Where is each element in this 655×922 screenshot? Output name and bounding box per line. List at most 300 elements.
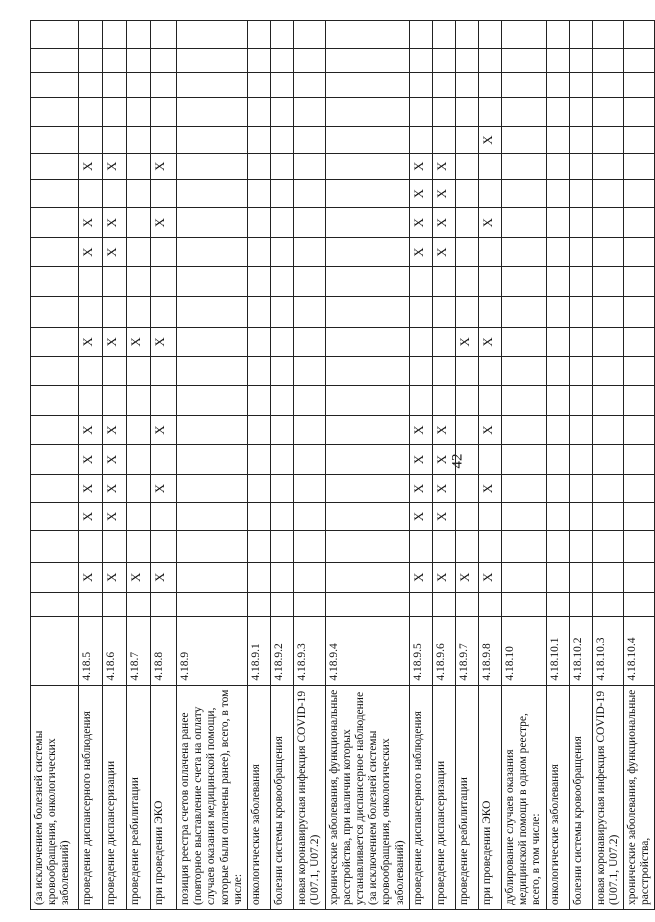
- mark-cell: [151, 416, 177, 444]
- mark-cell: [432, 21, 455, 49]
- mark-cell: [79, 153, 103, 179]
- mark-cell: [432, 267, 455, 297]
- mark-cell: [592, 297, 623, 328]
- x-mark: X: [152, 161, 167, 172]
- mark-cell: [325, 562, 409, 592]
- mark-cell: [325, 444, 409, 475]
- mark-cell: [151, 208, 177, 238]
- mark-cell: [455, 592, 478, 616]
- mark-cell: [455, 562, 478, 592]
- mark-cell: [455, 21, 478, 49]
- mark-cell: [248, 21, 271, 49]
- mark-cell: [569, 531, 592, 563]
- mark-cell: [455, 385, 478, 416]
- table-row: [325, 21, 409, 910]
- row-label: (за исключением болезней системы кровообращения, онкологических заболеваний): [31, 685, 79, 909]
- mark-cell: [271, 562, 294, 592]
- mark-cell: [409, 237, 432, 267]
- mark-cell: [569, 97, 592, 127]
- row-code: 4.18.9.7: [455, 616, 478, 685]
- mark-cell: [103, 153, 127, 179]
- mark-cell: [569, 208, 592, 238]
- mark-cell: [455, 237, 478, 267]
- mark-cell: [569, 127, 592, 153]
- x-mark: X: [479, 425, 495, 435]
- mark-cell: [432, 385, 455, 416]
- mark-cell: [294, 357, 325, 385]
- table-row: [432, 21, 455, 910]
- mark-cell: [248, 327, 271, 357]
- mark-cell: [103, 267, 127, 297]
- mark-cell: [592, 385, 623, 416]
- mark-cell: [478, 562, 501, 592]
- mark-cell: [569, 72, 592, 97]
- mark-cell: [248, 385, 271, 416]
- mark-cell: [294, 179, 325, 207]
- x-mark: X: [104, 511, 119, 522]
- mark-cell: [478, 475, 501, 502]
- mark-cell: [103, 562, 127, 592]
- mark-cell: [248, 357, 271, 385]
- table-row: [592, 21, 623, 910]
- mark-cell: [103, 297, 127, 328]
- table-row: [177, 21, 248, 910]
- mark-cell: [569, 385, 592, 416]
- mark-cell: [294, 21, 325, 49]
- row-code: 4.18.9.4: [325, 616, 409, 685]
- mark-cell: [248, 531, 271, 563]
- table-row: [623, 21, 654, 910]
- table-row: [546, 21, 569, 910]
- x-mark: X: [128, 337, 143, 347]
- mark-cell: [127, 475, 151, 502]
- mark-cell: [271, 48, 294, 72]
- row-code: 4.18.10.2: [569, 616, 592, 685]
- mark-cell: [409, 357, 432, 385]
- mark-cell: [248, 592, 271, 616]
- row-code: 4.18.9.5: [409, 616, 432, 685]
- mark-cell: [271, 416, 294, 444]
- mark-cell: [79, 444, 103, 475]
- x-mark: X: [410, 188, 426, 199]
- mark-cell: [177, 267, 248, 297]
- mark-cell: [569, 357, 592, 385]
- mark-cell: [546, 562, 569, 592]
- mark-cell: [592, 444, 623, 475]
- x-mark: X: [80, 511, 95, 522]
- mark-cell: [592, 357, 623, 385]
- mark-cell: [177, 208, 248, 238]
- x-mark: X: [80, 425, 95, 435]
- mark-cell: [248, 179, 271, 207]
- mark-cell: [546, 444, 569, 475]
- mark-cell: [127, 153, 151, 179]
- mark-cell: [592, 72, 623, 97]
- x-mark: X: [410, 217, 426, 228]
- mark-cell: [294, 416, 325, 444]
- mark-cell: [455, 127, 478, 153]
- mark-cell: [569, 48, 592, 72]
- mark-cell: [103, 97, 127, 127]
- mark-cell: [592, 531, 623, 563]
- x-mark: X: [479, 572, 495, 582]
- mark-cell: [623, 502, 654, 530]
- mark-cell: [31, 179, 79, 207]
- x-mark: X: [433, 161, 449, 172]
- mark-cell: [151, 21, 177, 49]
- mark-cell: [501, 97, 546, 127]
- mark-cell: [409, 297, 432, 328]
- mark-cell: [151, 72, 177, 97]
- mark-cell: [501, 267, 546, 297]
- mark-cell: [177, 127, 248, 153]
- mark-cell: [478, 327, 501, 357]
- mark-cell: [501, 531, 546, 563]
- mark-cell: [271, 385, 294, 416]
- mark-cell: [151, 297, 177, 328]
- mark-cell: [592, 267, 623, 297]
- mark-cell: [325, 502, 409, 530]
- x-mark: X: [433, 425, 449, 435]
- table-row: [151, 21, 177, 910]
- mark-cell: [79, 179, 103, 207]
- mark-cell: [151, 97, 177, 127]
- mark-cell: [546, 502, 569, 530]
- mark-cell: [623, 97, 654, 127]
- mark-cell: [478, 237, 501, 267]
- mark-cell: [151, 502, 177, 530]
- mark-cell: [546, 592, 569, 616]
- mark-cell: [325, 416, 409, 444]
- mark-cell: [79, 562, 103, 592]
- table-row: [409, 21, 432, 910]
- mark-cell: [177, 531, 248, 563]
- mark-cell: [31, 444, 79, 475]
- mark-cell: [325, 97, 409, 127]
- row-code: 4.18.10: [501, 616, 546, 685]
- mark-cell: [501, 153, 546, 179]
- x-mark: X: [80, 454, 95, 465]
- mark-cell: [478, 297, 501, 328]
- mark-cell: [432, 416, 455, 444]
- mark-cell: [248, 208, 271, 238]
- mark-cell: [294, 592, 325, 616]
- mark-cell: [127, 592, 151, 616]
- row-label: при проведении ЭКО: [151, 685, 177, 909]
- mark-cell: [455, 153, 478, 179]
- mark-cell: [501, 592, 546, 616]
- mark-cell: [325, 153, 409, 179]
- x-mark: X: [410, 425, 426, 435]
- mark-cell: [177, 444, 248, 475]
- mark-cell: [294, 48, 325, 72]
- x-mark: X: [433, 217, 449, 228]
- mark-cell: [623, 21, 654, 49]
- row-label: новая коронавирусная инфекция COVID-19 (U07.1, U07.2): [294, 685, 325, 909]
- mark-cell: [546, 48, 569, 72]
- mark-cell: [31, 297, 79, 328]
- mark-cell: [432, 357, 455, 385]
- mark-cell: [294, 208, 325, 238]
- mark-cell: [79, 127, 103, 153]
- mark-cell: [177, 327, 248, 357]
- row-code: 4.18.9.6: [432, 616, 455, 685]
- x-mark: X: [479, 135, 495, 145]
- mark-cell: [623, 444, 654, 475]
- mark-cell: [569, 475, 592, 502]
- x-mark: X: [433, 188, 449, 199]
- mark-cell: [409, 475, 432, 502]
- mark-cell: [31, 153, 79, 179]
- mark-cell: [546, 357, 569, 385]
- mark-cell: [455, 208, 478, 238]
- mark-cell: [127, 267, 151, 297]
- mark-cell: [294, 444, 325, 475]
- mark-cell: [501, 327, 546, 357]
- row-code: 4.18.8: [151, 616, 177, 685]
- mark-cell: [432, 237, 455, 267]
- mark-cell: [455, 267, 478, 297]
- mark-cell: [569, 502, 592, 530]
- mark-cell: [569, 444, 592, 475]
- mark-cell: [501, 357, 546, 385]
- mark-cell: [546, 297, 569, 328]
- mark-cell: [271, 21, 294, 49]
- mark-cell: [177, 502, 248, 530]
- mark-cell: [409, 502, 432, 530]
- mark-cell: [294, 97, 325, 127]
- mark-cell: [248, 475, 271, 502]
- x-mark: X: [479, 337, 495, 347]
- mark-cell: [569, 416, 592, 444]
- mark-cell: [569, 267, 592, 297]
- mark-cell: [623, 475, 654, 502]
- mark-cell: [79, 502, 103, 530]
- mark-cell: [79, 327, 103, 357]
- mark-cell: [478, 179, 501, 207]
- mark-cell: [177, 475, 248, 502]
- mark-cell: [455, 531, 478, 563]
- row-label: проведение диспансерного наблюдения: [79, 685, 103, 909]
- mark-cell: [325, 267, 409, 297]
- mark-cell: [623, 562, 654, 592]
- x-mark: X: [410, 247, 426, 257]
- mark-cell: [79, 72, 103, 97]
- mark-cell: [478, 21, 501, 49]
- mark-cell: [592, 127, 623, 153]
- mark-cell: [103, 179, 127, 207]
- mark-cell: [455, 416, 478, 444]
- mark-cell: [127, 97, 151, 127]
- mark-cell: [31, 237, 79, 267]
- mark-cell: [432, 531, 455, 563]
- mark-cell: [271, 297, 294, 328]
- x-mark: X: [104, 217, 119, 228]
- mark-cell: [623, 531, 654, 563]
- x-mark: X: [479, 217, 495, 228]
- mark-cell: [478, 385, 501, 416]
- mark-cell: [432, 97, 455, 127]
- mark-cell: [623, 179, 654, 207]
- mark-cell: [31, 97, 79, 127]
- mark-cell: [103, 416, 127, 444]
- mark-cell: [103, 444, 127, 475]
- mark-cell: [623, 416, 654, 444]
- mark-cell: [592, 502, 623, 530]
- x-mark: X: [104, 337, 119, 347]
- mark-cell: [546, 237, 569, 267]
- mark-cell: [501, 48, 546, 72]
- mark-cell: [127, 48, 151, 72]
- row-label: при проведении ЭКО: [478, 685, 501, 909]
- mark-cell: [409, 385, 432, 416]
- mark-cell: [501, 297, 546, 328]
- mark-cell: [31, 475, 79, 502]
- mark-cell: [325, 297, 409, 328]
- mark-cell: [478, 592, 501, 616]
- mark-cell: [623, 237, 654, 267]
- mark-cell: [409, 531, 432, 563]
- row-code: 4.18.9.2: [271, 616, 294, 685]
- mark-cell: [79, 357, 103, 385]
- mark-cell: [325, 592, 409, 616]
- document-page: [30, 20, 652, 910]
- x-mark: X: [104, 483, 119, 494]
- mark-cell: [177, 179, 248, 207]
- mark-cell: [623, 385, 654, 416]
- mark-cell: [248, 297, 271, 328]
- mark-cell: [432, 592, 455, 616]
- mark-cell: [79, 297, 103, 328]
- row-code: 4.18.9.8: [478, 616, 501, 685]
- mark-cell: [103, 357, 127, 385]
- mark-cell: [592, 179, 623, 207]
- mark-cell: [592, 327, 623, 357]
- mark-cell: [271, 127, 294, 153]
- mark-cell: [31, 562, 79, 592]
- mark-cell: [409, 48, 432, 72]
- mark-cell: [294, 267, 325, 297]
- mark-cell: [546, 179, 569, 207]
- row-label: онкологические заболевания: [546, 685, 569, 909]
- mark-cell: [478, 97, 501, 127]
- mark-cell: [79, 208, 103, 238]
- row-label: болезни системы кровообращения: [569, 685, 592, 909]
- row-label: проведение диспансеризации: [432, 685, 455, 909]
- mark-cell: [592, 97, 623, 127]
- mark-cell: [31, 502, 79, 530]
- mark-cell: [501, 179, 546, 207]
- mark-cell: [248, 502, 271, 530]
- mark-cell: [31, 127, 79, 153]
- mark-cell: [151, 385, 177, 416]
- x-mark: X: [104, 572, 119, 582]
- mark-cell: [151, 267, 177, 297]
- mark-cell: [478, 48, 501, 72]
- x-mark: X: [433, 483, 449, 494]
- mark-cell: [151, 592, 177, 616]
- mark-cell: [271, 327, 294, 357]
- x-mark: X: [410, 161, 426, 172]
- mark-cell: [103, 385, 127, 416]
- mark-cell: [432, 444, 455, 475]
- row-code: [31, 616, 79, 685]
- mark-cell: [151, 327, 177, 357]
- mark-cell: [623, 267, 654, 297]
- mark-cell: [79, 267, 103, 297]
- mark-cell: [432, 562, 455, 592]
- x-mark: X: [104, 454, 119, 465]
- x-mark: X: [128, 572, 143, 582]
- mark-cell: [271, 179, 294, 207]
- mark-cell: [569, 592, 592, 616]
- mark-cell: [127, 416, 151, 444]
- mark-cell: [248, 153, 271, 179]
- mark-cell: [79, 592, 103, 616]
- mark-cell: [31, 357, 79, 385]
- row-code: 4.18.5: [79, 616, 103, 685]
- mark-cell: [592, 562, 623, 592]
- mark-cell: [271, 444, 294, 475]
- mark-cell: [151, 153, 177, 179]
- mark-cell: [177, 237, 248, 267]
- x-mark: X: [433, 454, 449, 465]
- row-code: 4.18.10.1: [546, 616, 569, 685]
- mark-cell: [325, 237, 409, 267]
- table-row: [294, 21, 325, 910]
- mark-cell: [501, 208, 546, 238]
- mark-cell: [325, 531, 409, 563]
- mark-cell: [546, 475, 569, 502]
- mark-cell: [103, 531, 127, 563]
- mark-cell: [31, 48, 79, 72]
- mark-cell: [127, 237, 151, 267]
- row-code: 4.18.9.3: [294, 616, 325, 685]
- mark-cell: [248, 127, 271, 153]
- mark-cell: [432, 127, 455, 153]
- mark-cell: [31, 531, 79, 563]
- mark-cell: [409, 592, 432, 616]
- mark-cell: [325, 327, 409, 357]
- mark-cell: [455, 475, 478, 502]
- mark-cell: [501, 502, 546, 530]
- mark-cell: [478, 416, 501, 444]
- mark-cell: [455, 72, 478, 97]
- mark-cell: [325, 48, 409, 72]
- table-row: [569, 21, 592, 910]
- mark-cell: [501, 72, 546, 97]
- row-label: болезни системы кровообращения: [271, 685, 294, 909]
- mark-cell: [455, 97, 478, 127]
- mark-cell: [501, 416, 546, 444]
- x-mark: X: [152, 425, 167, 435]
- mark-cell: [455, 357, 478, 385]
- mark-cell: [79, 531, 103, 563]
- mark-cell: [409, 153, 432, 179]
- mark-cell: [294, 237, 325, 267]
- mark-cell: [455, 444, 478, 475]
- mark-cell: [103, 72, 127, 97]
- mark-cell: [248, 562, 271, 592]
- mark-cell: [103, 21, 127, 49]
- mark-cell: [151, 562, 177, 592]
- mark-cell: [455, 297, 478, 328]
- mark-cell: [409, 267, 432, 297]
- mark-cell: [177, 21, 248, 49]
- mark-cell: [478, 531, 501, 563]
- mark-cell: [432, 502, 455, 530]
- x-mark: X: [479, 483, 495, 494]
